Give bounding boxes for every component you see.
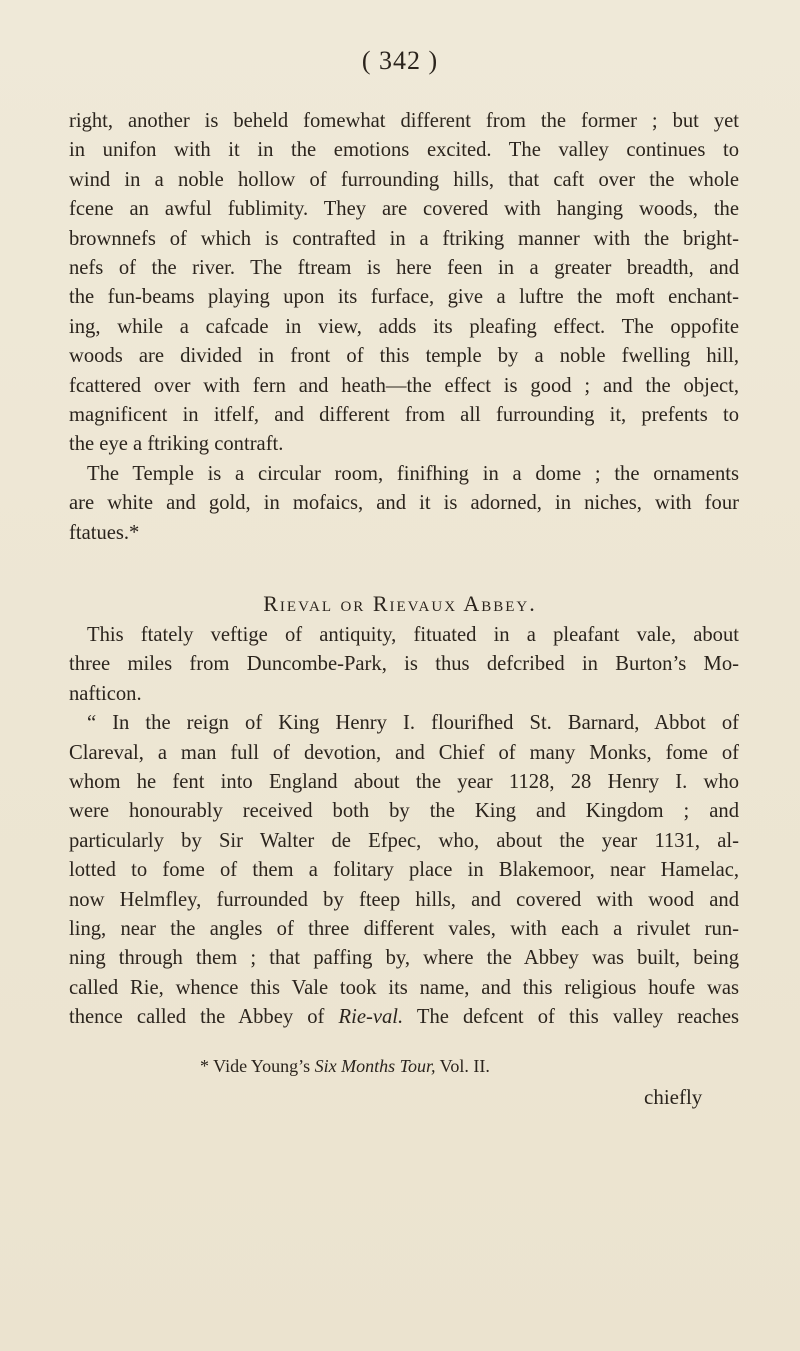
quote-line: ning through them ; that paffing by, where the Abbey was built, being bbox=[69, 947, 739, 970]
quote-line: Clareval, a man full of devotion, and Chief of many Monks, fome of bbox=[69, 741, 739, 764]
footnote-text: Vide Young’s bbox=[209, 1056, 315, 1076]
text-line: This ftately veftige of antiquity, fituated in a pleafant vale, about bbox=[87, 624, 739, 646]
text-line: brownnefs of which is contrafted in a ftriking manner with the bright- bbox=[69, 227, 739, 250]
footnote-text: Vol. II. bbox=[435, 1056, 490, 1076]
text-line: nefs of the river. The ftream is here feen in a greater breadth, and bbox=[69, 257, 739, 280]
catchword: chiefly bbox=[644, 1085, 703, 1109]
text-line: magnificent in itfelf, and different from all furrounding it, prefents to bbox=[69, 404, 739, 427]
quote-line: “ In the reign of King Henry I. flourifhed St. Barnard, Abbot of bbox=[87, 712, 739, 735]
page-number: ( 342 ) bbox=[361, 46, 439, 75]
quote-line-final bbox=[69, 1003, 739, 1032]
text-line: The Temple is a circular room, finifhing in a dome ; the ornaments bbox=[87, 462, 739, 485]
body-text bbox=[69, 107, 739, 548]
quote-line: lotted to fome of them a folitary place in Blakemoor, near Hamelac, bbox=[69, 859, 739, 882]
text-line: the fun-beams playing upon its furface, give a luftre the moft enchant- bbox=[69, 286, 739, 309]
text-line: right, another is beheld fomewhat different from the former ; but yet bbox=[69, 110, 739, 132]
quote-line: called Rie, whence this Vale took its name, and this religious houfe was bbox=[69, 976, 739, 999]
body-text bbox=[69, 621, 739, 1033]
text-line: three miles from Duncombe-Park, is thus defcribed in Burton’s Mo- bbox=[69, 653, 739, 676]
quote-line: now Helmfley, furrounded by fteep hills, and covered with wood and bbox=[69, 888, 739, 911]
text-line: fcene an awful fublimity. They are covered with hanging woods, the bbox=[69, 198, 739, 221]
quote-line: ling, near the angles of three different vales, with each a rivulet run- bbox=[69, 918, 739, 941]
text-line: woods are divided in front of this temple by a noble fwelling hill, bbox=[69, 345, 739, 368]
text-line: are white and gold, in mofaics, and it is adorned, in niches, with four bbox=[69, 492, 739, 515]
footnote-title: Six Months Tour, bbox=[314, 1056, 436, 1076]
quote-line: particularly by Sir Walter de Efpec, who, about the year 1131, al- bbox=[69, 829, 739, 852]
text-line: ftatues.* bbox=[69, 521, 140, 544]
footnote-mark: * bbox=[200, 1056, 209, 1076]
text-line: the eye a ftriking contraft. bbox=[69, 433, 284, 456]
quote-line: whom he fent into England about the year 1128, 28 Henry I. who bbox=[69, 771, 739, 794]
quote-text: The defcent of this valley reaches bbox=[403, 1006, 739, 1029]
footnote bbox=[200, 1056, 490, 1077]
text-line: nafticon. bbox=[69, 682, 142, 705]
place-name-italic: Rie-val. bbox=[338, 1006, 404, 1029]
quote-text: thence called the Abbey of bbox=[69, 1006, 339, 1029]
text-line: ing, while a cafcade in view, adds its pleafing effect. The oppofite bbox=[69, 315, 739, 338]
text-line: wind in a noble hollow of furrounding hills, that caft over the whole bbox=[69, 168, 739, 191]
quote-line: were honourably received both by the King and Kingdom ; and bbox=[69, 800, 739, 823]
text-line: fcattered over with fern and heath—the effect is good ; and the object, bbox=[69, 374, 739, 397]
text-line: in unifon with it in the emotions excited. The valley continues to bbox=[69, 139, 739, 162]
section-heading: Rieval or Rievaux Abbey. bbox=[263, 591, 537, 616]
